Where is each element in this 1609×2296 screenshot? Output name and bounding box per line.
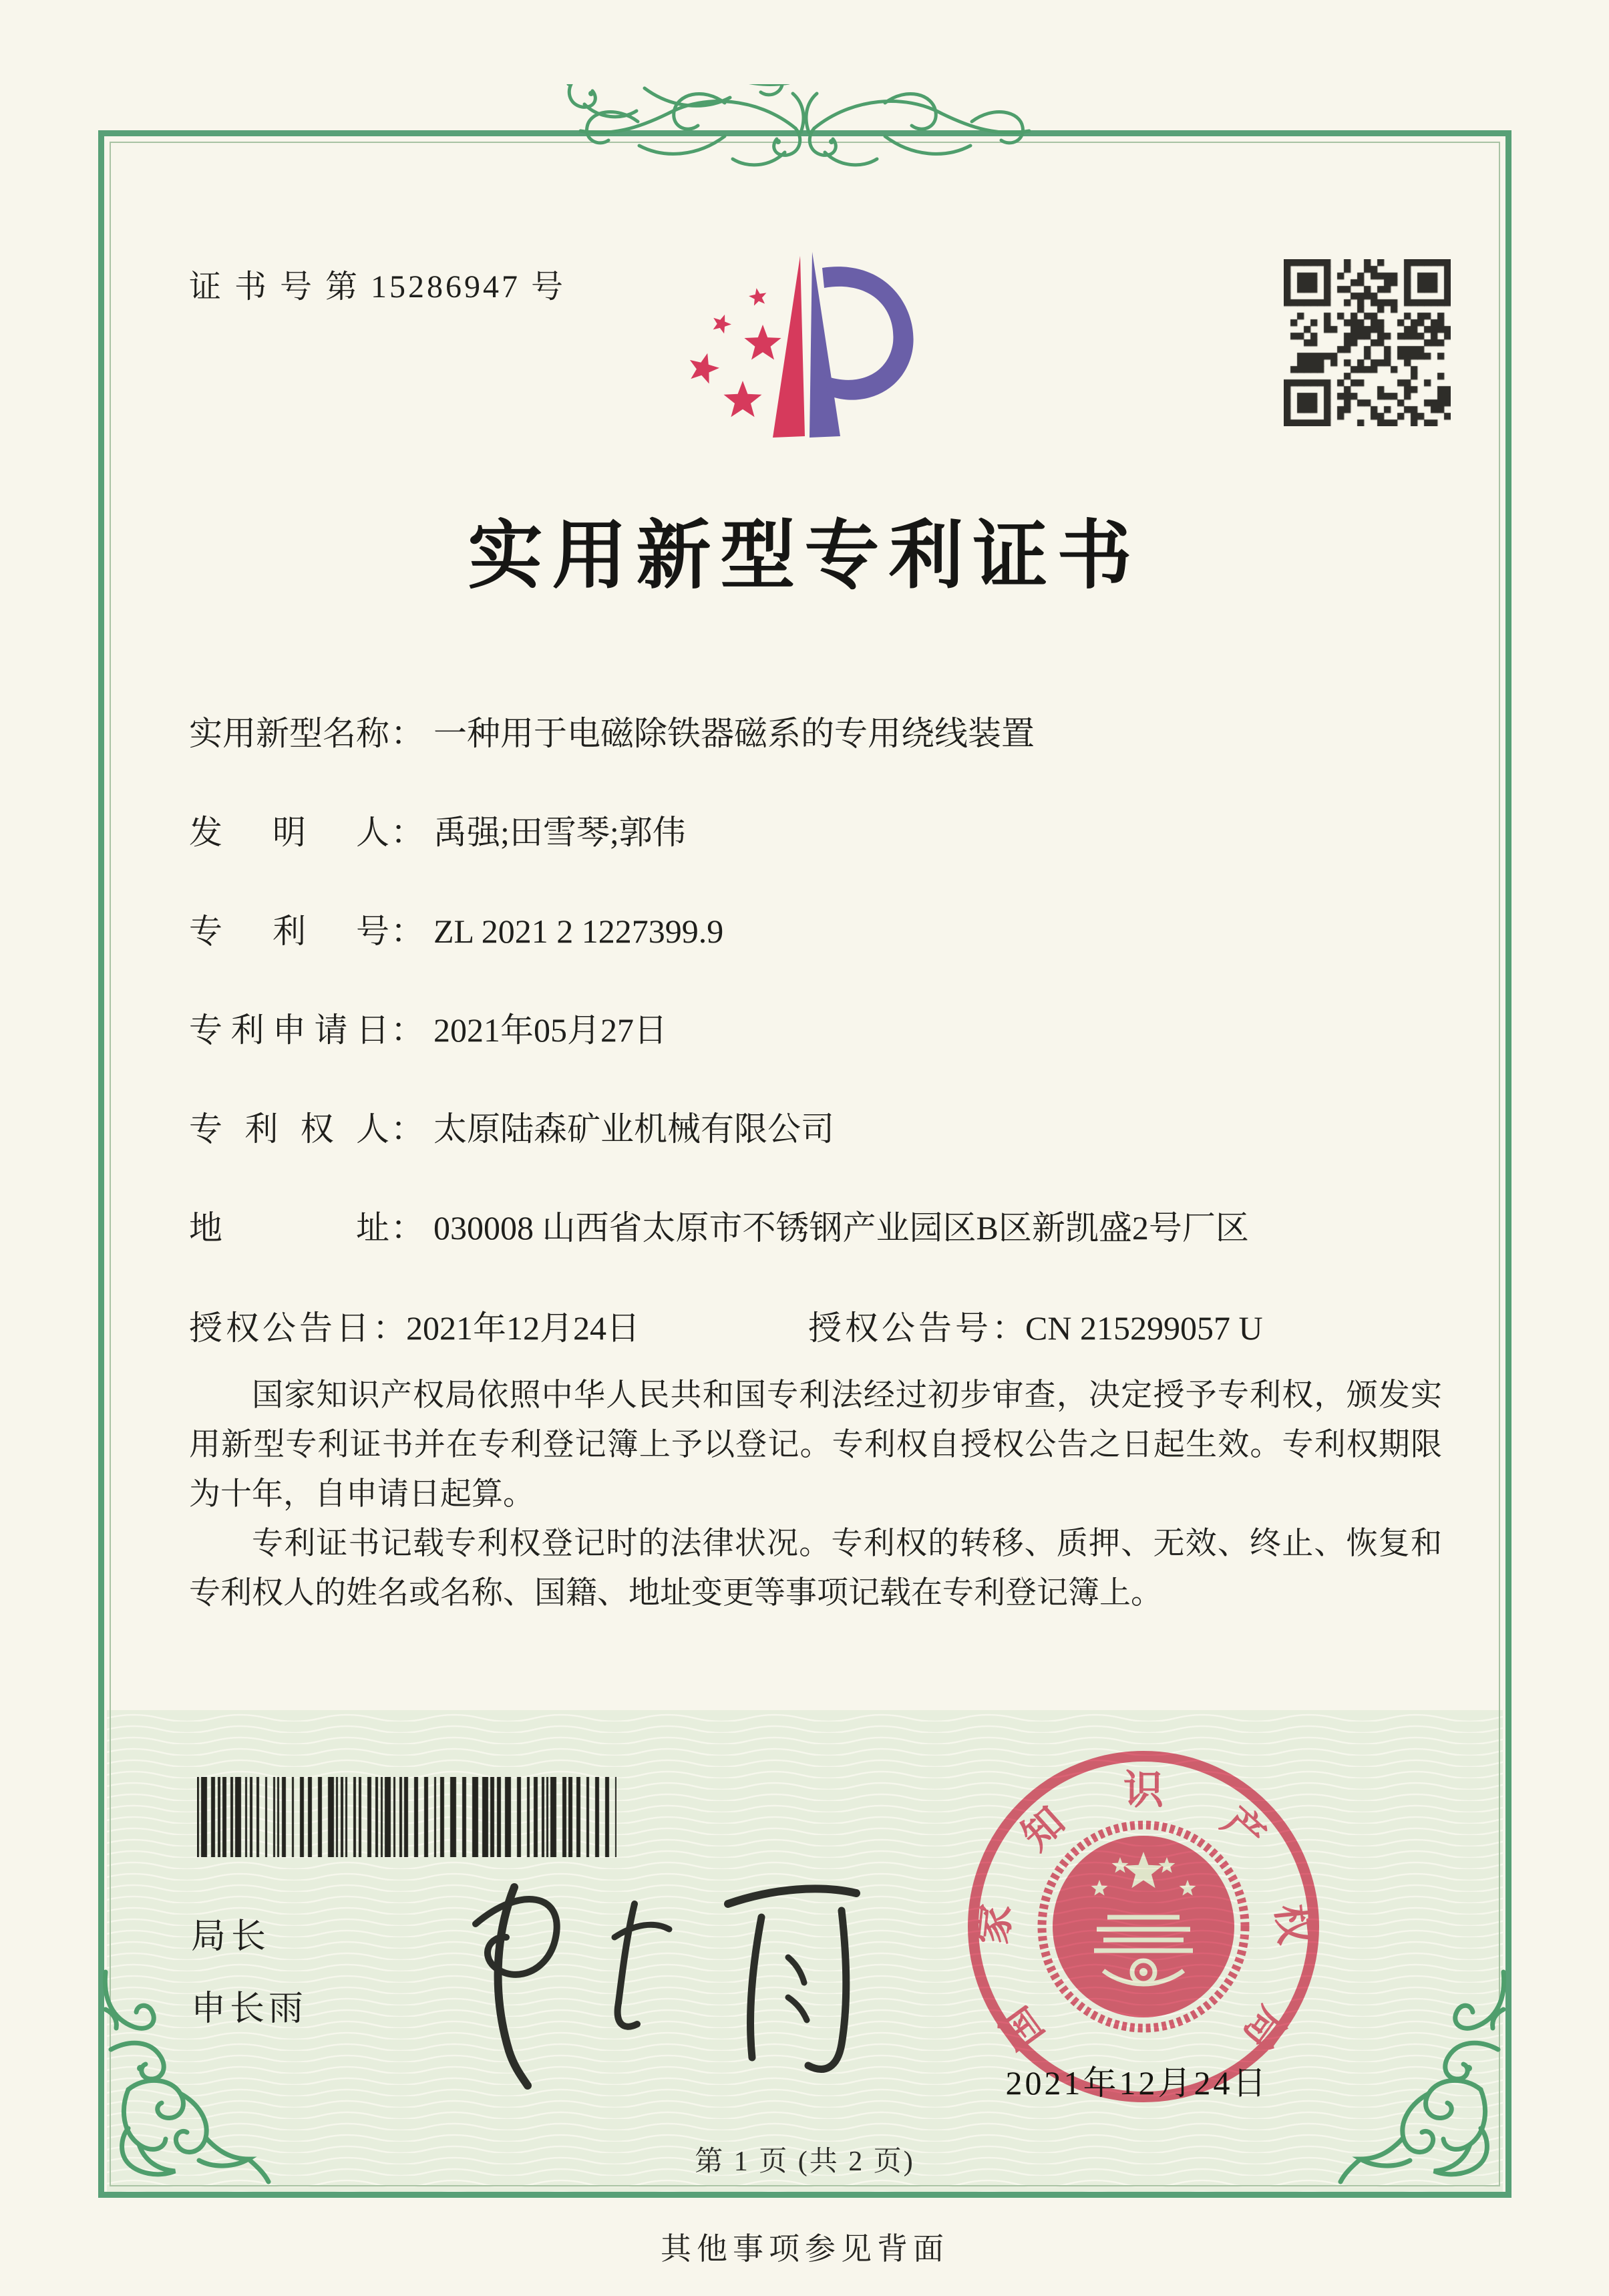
- seal-char: 知: [1013, 1798, 1073, 1859]
- field-label: 实用新型名称: [189, 715, 389, 752]
- grant-number-group: [808, 1301, 1263, 1349]
- cnipa-logo-icon: [658, 224, 952, 484]
- logo-star-icon: [690, 353, 719, 384]
- logo-star-icon: [744, 325, 781, 360]
- field-separator: ：: [391, 814, 424, 851]
- field-value: 太原陆森矿业机械有限公司: [433, 1110, 834, 1148]
- field-label: 专利申请日: [189, 1011, 389, 1049]
- field-label: 发明人: [189, 814, 389, 851]
- field-label: 专利号: [189, 913, 389, 950]
- floral-corner-ornament-right: [1338, 1969, 1511, 2198]
- certificate-title: 实用新型专利证书: [468, 515, 1141, 598]
- body-paragraph: 国家知识产权局依照中华人民共和国专利法经过初步审查，决定授予专利权，颁发实用新型专利证书并在专利登记簿上予以登记。专利权自授权公告之日起生效。专利权期限为十年，自申请日起算。: [189, 1378, 1442, 1512]
- director-title: 局长: [191, 1918, 272, 1956]
- field-separator: ：: [391, 913, 424, 950]
- field-value: 禹强;田雪琴;郭伟: [433, 814, 686, 851]
- logo-star-icon: [713, 315, 731, 334]
- grant-date-group: [189, 1309, 640, 1347]
- seal-date: 2021年12月24日: [1005, 2064, 1269, 2102]
- grant-number-value: CN 215299057 U: [1025, 1309, 1263, 1347]
- field-value: 030008 山西省太原市不锈钢产业园区B区新凯盛2号厂区: [433, 1209, 1249, 1247]
- qr-code: [1284, 259, 1451, 426]
- field-row-patent-number: [189, 905, 723, 953]
- legal-body-text: [189, 1371, 1442, 1618]
- seal-char: 国: [993, 1998, 1053, 2058]
- logo-star-icon: [749, 288, 766, 305]
- director-name: 申长雨: [191, 1990, 308, 2028]
- seal-char: 家: [970, 1902, 1019, 1947]
- seal-char: 局: [1234, 1998, 1294, 2058]
- field-row-inventors: [189, 806, 686, 854]
- logo-star-icon: [724, 381, 762, 417]
- seal-char: 产: [1214, 1798, 1274, 1859]
- page-number-footer: 第 1 页 (共 2 页): [695, 2146, 915, 2177]
- field-row-patentee: [189, 1102, 834, 1150]
- official-seal: [962, 1745, 1326, 2109]
- dragon-right: [806, 94, 1029, 165]
- logo-red-wedge: [773, 256, 805, 438]
- dragon-ornament: [564, 84, 1045, 184]
- back-side-note: 其他事项参见背面: [661, 2232, 949, 2266]
- field-row-filing-date: [189, 1003, 667, 1051]
- field-value: 2021年05月27日: [433, 1011, 667, 1049]
- field-row-address: [189, 1201, 1249, 1249]
- field-separator: ：: [373, 1309, 406, 1347]
- logo-p-curve: [822, 267, 914, 400]
- certificate-number: 证 书 号 第 15286947 号: [189, 269, 566, 305]
- dragon-left: [580, 94, 803, 165]
- field-row-invention-name: [189, 707, 1035, 755]
- field-separator: ：: [391, 1011, 424, 1049]
- seal-char: 识: [1123, 1768, 1164, 1812]
- field-value: 一种用于电磁除铁器磁系的专用绕线装置: [433, 715, 1035, 752]
- field-separator: ：: [391, 1110, 424, 1148]
- field-label: 地址: [189, 1209, 389, 1247]
- field-separator: ：: [391, 715, 424, 752]
- grant-row: [189, 1301, 1445, 1349]
- field-separator: ：: [391, 1209, 424, 1247]
- grant-number-label: 授权公告号: [808, 1309, 992, 1347]
- body-paragraph: 专利证书记载专利权登记时的法律状况。专利权的转移、质押、无效、终止、恢复和专利权人的姓名或名称、国籍、地址变更等事项记载在专利登记簿上。: [189, 1526, 1442, 1611]
- grant-date-value: 2021年12月24日: [406, 1309, 640, 1347]
- seal-char: 权: [1268, 1902, 1316, 1947]
- field-label: 专利权人: [189, 1110, 389, 1148]
- field-separator: ：: [992, 1309, 1025, 1347]
- field-value: ZL 2021 2 1227399.9: [433, 913, 724, 950]
- director-signature: [414, 1824, 948, 2111]
- grant-date-label: 授权公告日: [189, 1309, 373, 1347]
